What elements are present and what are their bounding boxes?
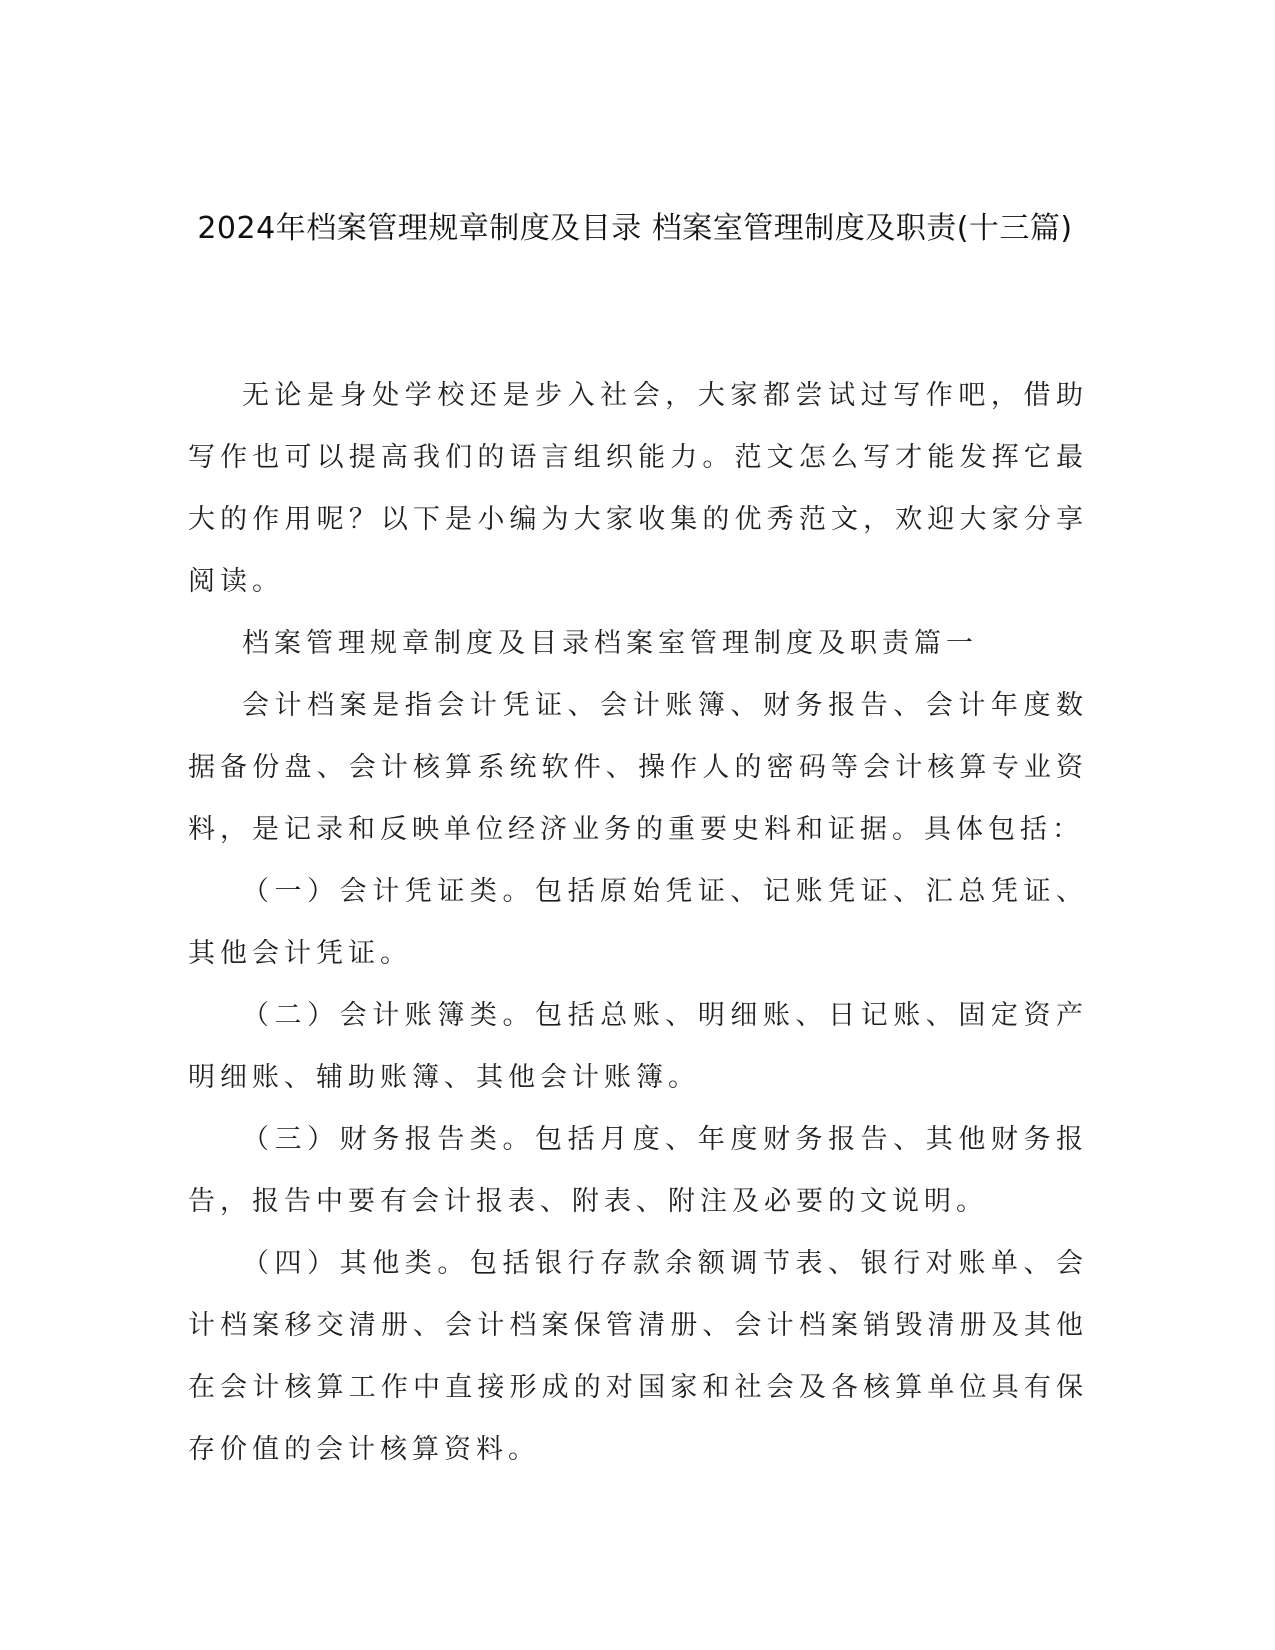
document-body	[188, 365, 1088, 1481]
document-title: 2024年档案管理规章制度及目录 档案室管理制度及职责(十三篇)	[197, 211, 1073, 246]
list-item-others: （四）其他类。包括银行存款余额调节表、银行对账单、会计档案移交清册、会计档案保管清册、会计档案销毁清册及其他在会计核算工作中直接形成的对国家和社会及各核算单位具有保存价值的会计核算资料。	[188, 1248, 1088, 1465]
section-heading: 档案管理规章制度及目录档案室管理制度及职责篇一	[242, 628, 978, 659]
definition-paragraph: 会计档案是指会计凭证、会计账簿、财务报告、会计年度数据备份盘、会计核算系统软件、操作人的密码等会计核算专业资料，是记录和反映单位经济业务的重要史料和证据。具体包括：	[188, 690, 1088, 845]
list-item-reports: （三）财务报告类。包括月度、年度财务报告、其他财务报告，报告中要有会计报表、附表、附注及必要的文说明。	[188, 1124, 1088, 1217]
list-item-vouchers: （一）会计凭证类。包括原始凭证、记账凭证、汇总凭证、其他会计凭证。	[188, 876, 1088, 969]
intro-paragraph: 无论是身处学校还是步入社会，大家都尝试过写作吧，借助写作也可以提高我们的语言组织能力。范文怎么写才能发挥它最大的作用呢？以下是小编为大家收集的优秀范文，欢迎大家分享阅读。	[188, 380, 1088, 597]
list-item-ledgers: （二）会计账簿类。包括总账、明细账、日记账、固定资产明细账、辅助账簿、其他会计账簿。	[188, 1000, 1088, 1093]
